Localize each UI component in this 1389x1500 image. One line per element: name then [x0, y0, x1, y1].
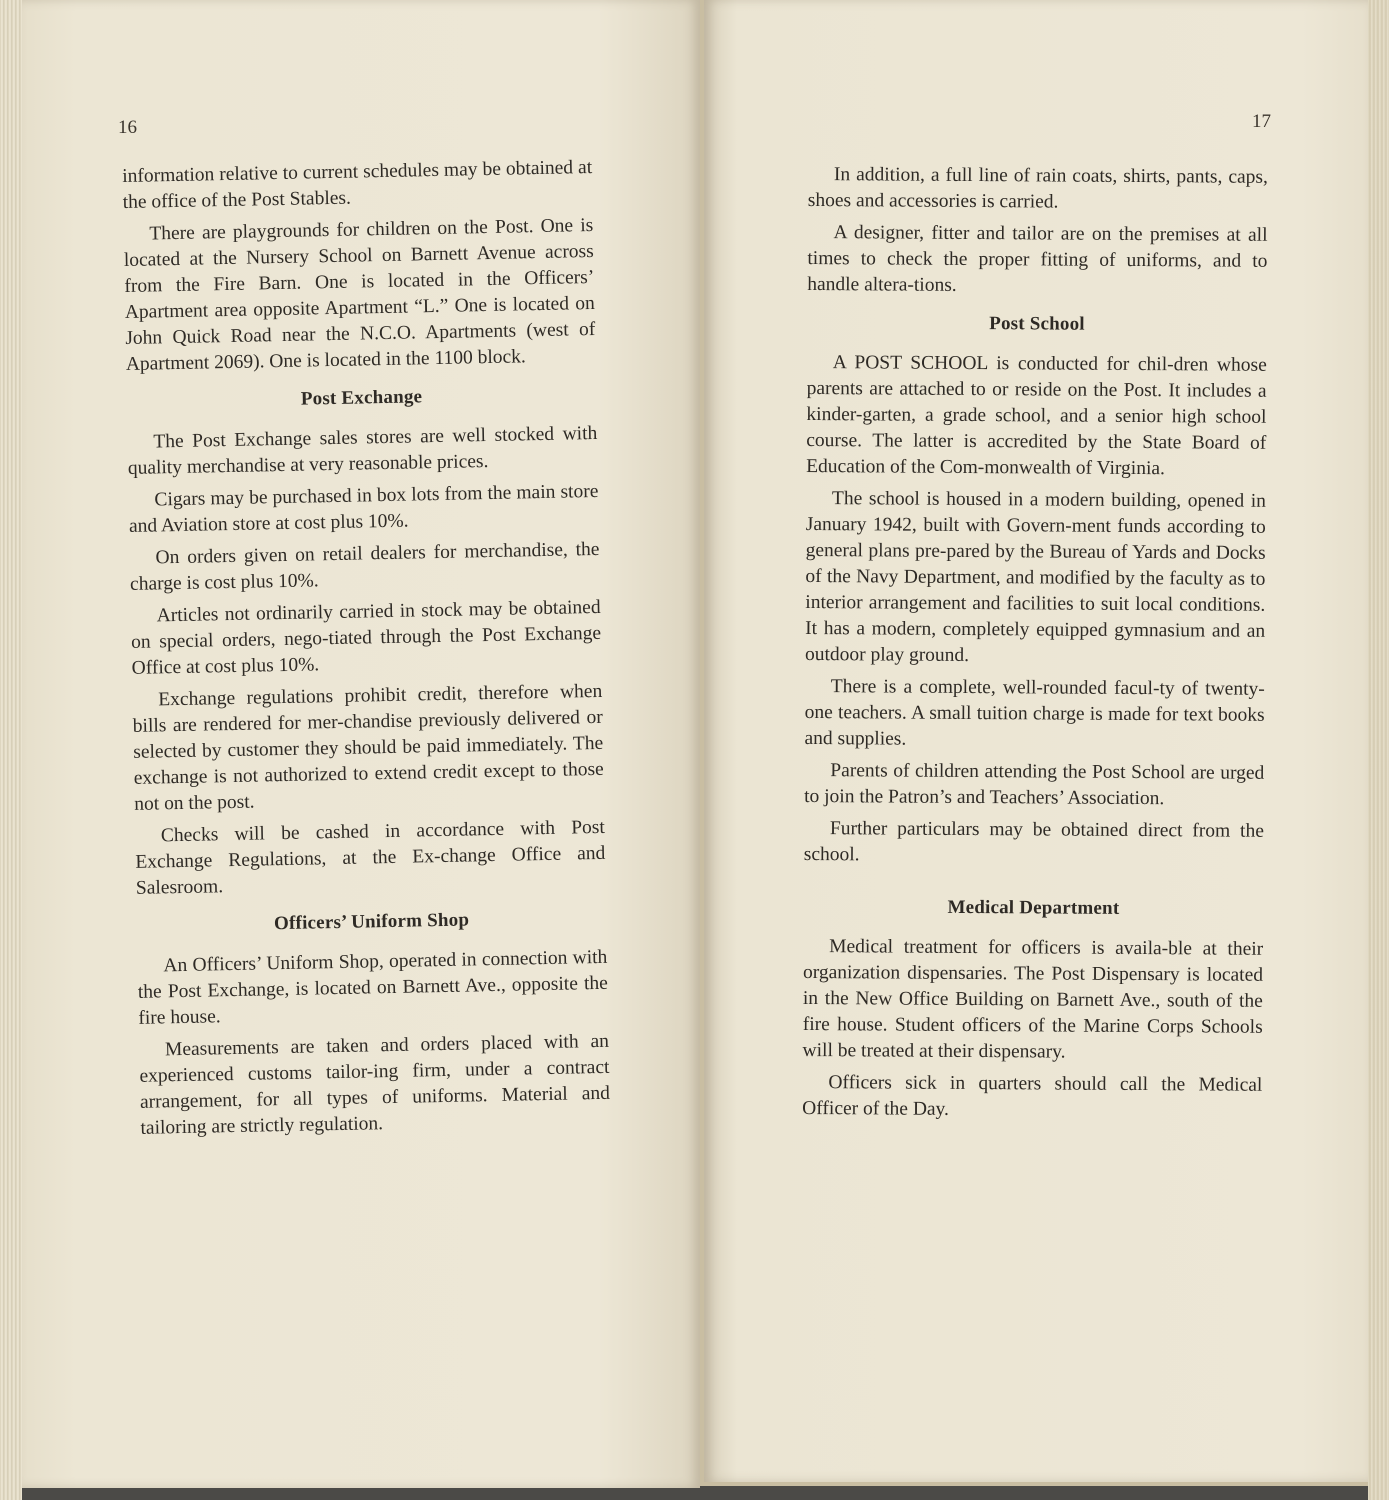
left-page-text: [122, 155, 611, 1148]
paragraph: In addition, a full line of rain coats, shirts, pants, caps, shoes and accessories is carried.: [807, 164, 1268, 213]
paragraph: Further particulars may be obtained direct from the school.: [803, 818, 1264, 866]
heading-medical-department: Medical Department: [947, 896, 1120, 919]
right-page-text: [802, 162, 1268, 1131]
paragraph: On orders given on retail dealers for merchandise, the charge is cost plus 10%.: [129, 538, 600, 595]
paragraph: Measurements are taken and orders placed with an experienced customs tailor-ing firm, under a contract arrangement, for all types of uniforms. Material and tailoring are strictly regulation.: [139, 1030, 611, 1139]
left-page-edges: [0, 0, 22, 1500]
page-number-right: 17: [1252, 111, 1271, 132]
paragraph: A designer, fitter and tailor are on the premises at all times to check the proper fitting of uniforms, and to handle altera-tions.: [807, 222, 1268, 296]
heading-officers-uniform-shop: Officers’ Uniform Shop: [273, 909, 470, 935]
paragraph: Articles not ordinarily carried in stock may be obtained on special orders, nego-tiated through the Post Exchange Office at cost plus 10%.: [130, 596, 602, 679]
paragraph: The Post Exchange sales stores are well stocked with quality merchandise at very reasonable prices.: [127, 422, 598, 479]
book-bottom-edge: [22, 1486, 1368, 1500]
paragraph: The school is housed in a modern building, opened in January 1942, built with Govern-ment funds according to general plans pre-pared by the Bureau of Yards and Docks of the Navy Department, and modified by the faculty as to interior arrangement and facilities to suit local conditions. It has a modern, completely equipped gymnasium and an outdoor play ground.: [804, 488, 1266, 666]
right-page-edges: [1368, 0, 1389, 1500]
paragraph: There are playgrounds for children on the Post. One is located at the Nursery School on Barnett Avenue across from the Fire Barn. One is located in the Officers’ Apartment area opposite Apartment “L.” One is located on John Quick Road near the N.C.O. Apartments (west of Apartment 2069). One is located in the 1100 block.: [123, 214, 596, 375]
paragraph: Cigars may be purchased in box lots from the main store and Aviation store at cost plus 10%.: [128, 480, 599, 537]
paragraph: There is a complete, well-rounded facul-ty of twenty-one teachers. A small tuition charge is made for text books and supplies.: [804, 676, 1265, 750]
paragraph: Checks will be cashed in accordance with Post Exchange Regulations, at the Ex-change Office and Salesroom.: [135, 816, 606, 899]
paragraph: Exchange regulations prohibit credit, therefore when bills are rendered for mer-chandise previously delivered or selected by customer they should be paid immediately. The exchange is not authorized to extend credit except to those not on the post.: [132, 680, 604, 815]
left-page: [22, 0, 700, 1488]
paragraph: An Officers’ Uniform Shop, operated in connection with the Post Exchange, is located on Barnett Ave., opposite the fire house.: [137, 946, 609, 1029]
paragraph: A POST SCHOOL is conducted for chil-dren whose parents are attached to or reside on the Post. It includes a kinder-garten, a grade school, and a senior high school course. The latter is accredited by the State Board of Education of the Com-monwealth of Virginia.: [806, 352, 1267, 480]
paragraph: Officers sick in quarters should call the Medical Officer of the Day.: [802, 1072, 1263, 1120]
paragraph: information relative to current schedules may be obtained at the office of the Post Stables.: [122, 156, 593, 213]
paragraph: Medical treatment for officers is availa-ble at their organization dispensaries. The Post Dispensary is located in the New Office Building on Barnett Ave., south of the fire house. Student officers of the Marine Corps Schools will be treated at their dispensary.: [802, 936, 1264, 1063]
page-number-left: 16: [118, 117, 137, 138]
right-page: [704, 0, 1368, 1482]
heading-post-school: Post School: [989, 313, 1085, 335]
paragraph: Parents of children attending the Post School are urged to join the Patron’s and Teachers’ Association.: [804, 760, 1265, 810]
heading-post-exchange: Post Exchange: [300, 386, 423, 410]
